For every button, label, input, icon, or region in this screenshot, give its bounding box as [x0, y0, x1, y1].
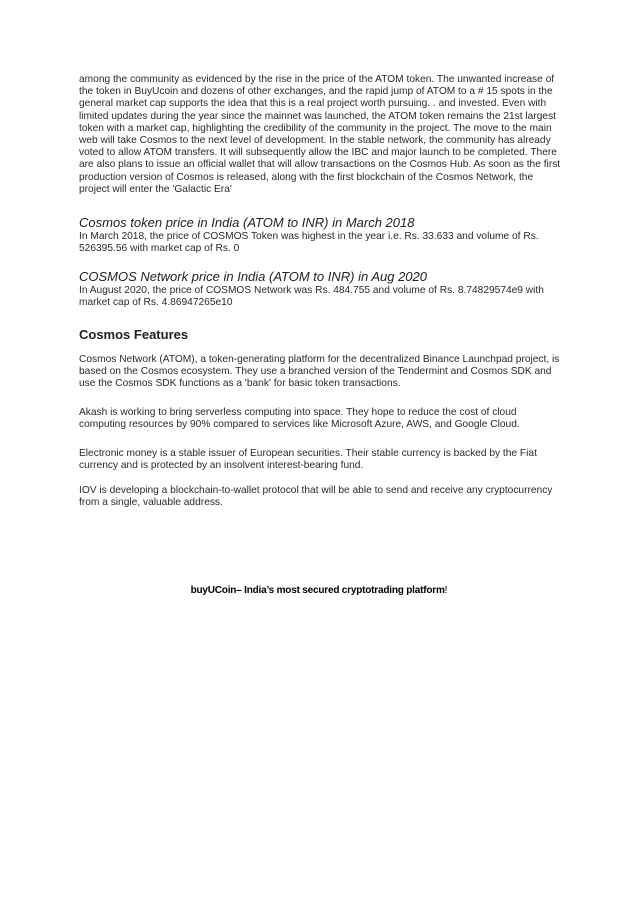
feature-paragraph-iov: IOV is developing a blockchain-to-wallet protocol that will be able to send and receive any cryptocurrency from a single, valuable address. — [79, 485, 553, 509]
section-2020-text: In August 2020, the price of COSMOS Network was Rs. 484.755 and volume of Rs. 8.74829574e9 with market cap of Rs. 4.86947265e10 — [79, 285, 544, 309]
features-heading: Cosmos Features — [79, 327, 189, 342]
feature-paragraph-atom: Cosmos Network (ATOM), a token-generating platform for the decentralized Binance Launchpad project, is based on the Cosmos ecosystem. They use a branched version of the Tendermint and Cosmos SDK and use the Cosmos SDK functions as a 'bank' for basic token transactions. — [79, 354, 560, 390]
section-2018-text: In March 2018, the price of COSMOS Token was highest in the year i.e. Rs. 33.633 and volume of Rs. 526395.56 with market cap of Rs. 0 — [79, 231, 539, 255]
section-2020-heading: COSMOS Network price in India (ATOM to INR) in Aug 2020 — [79, 269, 427, 284]
feature-paragraph-e-money: Electronic money is a stable issuer of European securities. Their stable currency is backed by the Fiat currency and is protected by an insolvent interest-bearing fund. — [79, 448, 537, 472]
footer-tagline — [0, 585, 638, 596]
footer-tagline-suffix: ! — [444, 585, 448, 596]
section-2018-heading: Cosmos token price in India (ATOM to INR) in March 2018 — [79, 215, 415, 230]
footer-tagline-text: buyUCoin– India’s most secured cryptotrading platform — [190, 585, 445, 596]
feature-paragraph-akash: Akash is working to bring serverless computing into space. They hope to reduce the cost of cloud computing resources by 90% compared to services like Microsoft Azure, AWS, and Google Cloud. — [79, 407, 520, 431]
intro-paragraph: among the community as evidenced by the rise in the price of the ATOM token. The unwanted increase of the token in BuyUcoin and dozens of other exchanges, and the rapid jump of ATOM to a # 15 spots in the general market cap supports the idea that this is a real project worth pursuing. . and invested. Even with limited updates during the year since the mainnet was launched, the ATOM token remains the 21st largest token with a market cap, highlighting the credibility of the community in the project. The move to the main web will take Cosmos to the next level of development. In the stable network, the community has already voted to allow ATOM transfers. It will subsequently allow the IBC and major launch to be completed. There are also plans to issue an official wallet that will allow transactions on the Cosmos Hub. As soon as the first production version of Cosmos is released, along with the first blockchain of the Cosmos Network, the project will enter the 'Galactic Era' — [79, 74, 561, 195]
